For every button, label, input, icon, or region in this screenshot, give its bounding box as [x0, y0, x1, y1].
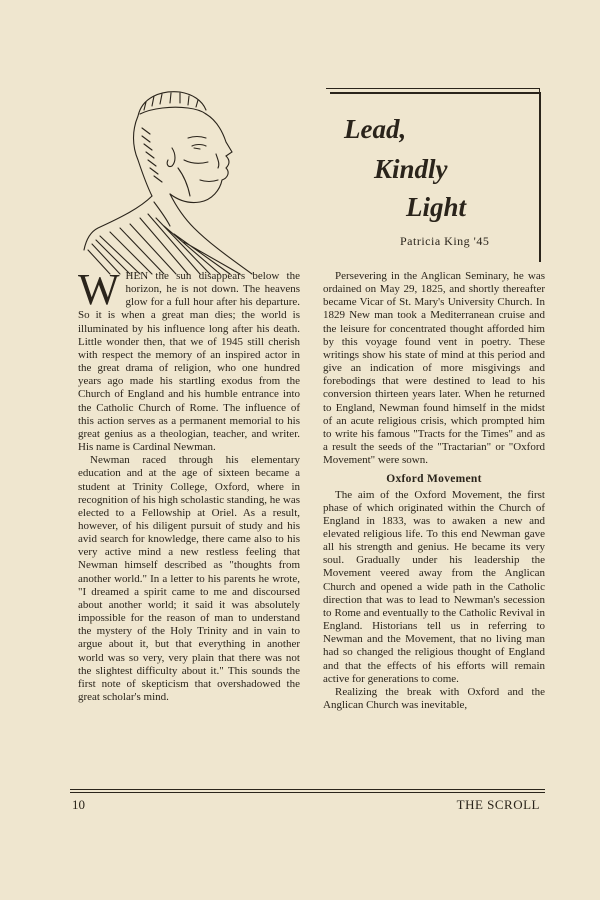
byline: Patricia King '45 [400, 234, 490, 248]
publication-name: THE SCROLL [456, 797, 540, 812]
title-line-1: Lead, [344, 114, 407, 144]
paragraph: The aim of the Oxford Movement, the first phase of which originated within the Church of England in 1833, was to awaken a new and elevated religious life. To this end Newman gave all his strength and genius. He became its very soul. Gradually under his leadership the Movement veered away from the Anglican Church and opened a wide path in the Catholic direction that was to lead to Newman's secession to Rome and eventually to the Catholic Revival in England. Historians tell us in referring to Newman and the Movement, that no living man had so changed the religious thought of England and that the effects of his efforts will remain active for generations to come. [323, 488, 545, 685]
section-heading: Oxford Movement [386, 473, 482, 486]
paragraph: Realizing the break with Oxford and the Anglican Church was inevitable, [323, 685, 545, 711]
paragraph [78, 265, 300, 454]
title-line-2: Kindly [374, 154, 448, 184]
article-right-column [323, 270, 545, 712]
paragraph: Persevering in the Anglican Seminary, he was ordained on May 29, 1825, and shortly thereafter became Vicar of St. Mary's University Church. In 1829 New man took a Mediterranean cruise and the leisure for concentrated thought afforded him by this voyage found vent in poetry. These writings show his state of mind at this period and give an indication of more misgivings and forebodings that were destined to lead to his conversion thirteen years later. When he returned to England, Newman found himself in the midst of an acute religious crisis, which prompted him to write his famous "Tracts for the Times" and as a result the seeds of the "Tractarian" or "Oxford Movement" were sown. [323, 270, 545, 467]
paragraph: Newman raced through his elementary education and at the age of sixteen became a student at Trinity College, Oxford, where in recognition of his high scholastic standing, he was elected to a Fellowship at Oriel. As a result, however, of his diligent pursuit of study and his avid search for knowledge, there came also to his very active mind a new restless feeling that Newman himself described as "thoughts from another world." In a letter to his parents he wrote, "I dreamed a spirit came to me and discoursed about another world; it said it was absolutely impossible for the reason of man to understand the mystery of the Holy Trinity and in vain to argue about it, but that everything in another world was so very, very plain that there was not the slightest difficulty about it." This sounds the first note of skepticism that overshadowed the great scholar's mind. [78, 454, 300, 703]
title-line-3: Light [406, 192, 467, 222]
paragraph-text: HEN the sun disappears below the horizon, he is not down. The heavens glow for a full hour after his departure. So it is when a great man dies; the world is illuminated by his influence long after his death. Little wonder then, that we of 1945 still cherish with respect the memory of an inspired actor in the great drama of religion, who one hundred years ago made his startling exodus from the Church of England and his humble entrance into the Catholic Church of Rome. The influence of this action serves as a permanent memorial to his great genius as a theologian, teacher, and writer. His name is Cardinal Newman. [78, 270, 300, 454]
article-left-column [78, 265, 300, 704]
page-number: 10 [72, 797, 85, 812]
footer-rule [70, 789, 545, 790]
title-box [330, 92, 541, 262]
drop-cap: W [78, 265, 120, 314]
footer-rule [70, 792, 545, 793]
newman-portrait-sketch [80, 68, 270, 278]
